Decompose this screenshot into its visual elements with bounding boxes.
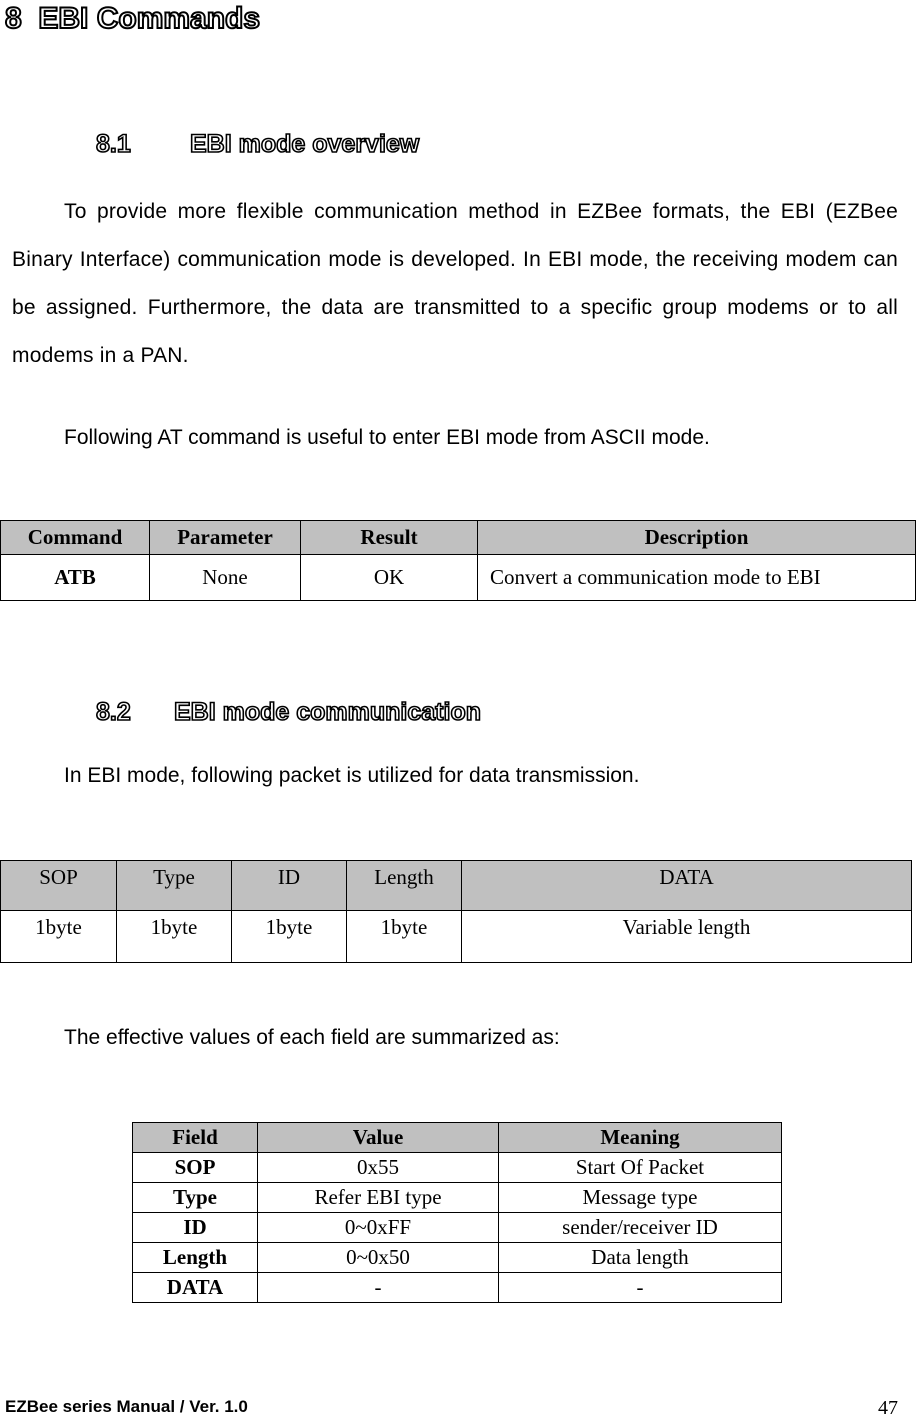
table-row [133,1183,782,1213]
header-command: Command [1,521,150,555]
header-field: Field [133,1123,258,1153]
table-header-row [1,521,916,555]
chapter-heading [5,2,260,36]
cell-value: - [258,1273,499,1303]
cell-field: SOP [133,1153,258,1183]
header-id: ID [232,861,347,911]
cell-command: ATB [1,555,150,601]
section-number: 8.2 [96,698,131,726]
cell-meaning: - [499,1273,782,1303]
cell-value: 0x55 [258,1153,499,1183]
header-sop: SOP [1,861,117,911]
command-table [0,520,916,601]
chapter-title: EBI Commands [38,2,261,35]
overview-text: To provide more flexible communication method in EZBee formats, the EBI (EZBee Binary Interface) communication mode is developed. In EBI mode, the receiving modem can be assigned. Furthermore, the data are transmitted to a specific group modems or to all modems in a PAN. [12,200,898,367]
field-table [132,1122,782,1303]
cell-result: OK [301,555,478,601]
cell-type-size: 1byte [117,911,232,963]
table-row [1,911,912,963]
cell-field: DATA [133,1273,258,1303]
section-title: EBI mode overview [190,130,420,158]
packet-table [0,860,912,963]
cell-value: Refer EBI type [258,1183,499,1213]
cell-field: Length [133,1243,258,1273]
table-row [133,1243,782,1273]
cell-field: ID [133,1213,258,1243]
table-row [133,1273,782,1303]
section-8-2-heading [96,698,481,727]
cell-meaning: Message type [499,1183,782,1213]
table-header-row [1,861,912,911]
cell-id-size: 1byte [232,911,347,963]
cell-data-size: Variable length [462,911,912,963]
cell-parameter: None [150,555,301,601]
chapter-number: 8 [5,2,22,35]
header-description: Description [478,521,916,555]
packet-intro: In EBI mode, following packet is utilized for data transmission. [64,764,640,787]
cell-length-size: 1byte [347,911,462,963]
table-row [1,555,916,601]
at-command-intro: Following AT command is useful to enter EBI mode from ASCII mode. [64,426,710,449]
cell-description: Convert a communication mode to EBI [478,555,916,601]
section-8-1-heading [96,130,419,159]
cell-sop-size: 1byte [1,911,117,963]
cell-meaning: Data length [499,1243,782,1273]
header-result: Result [301,521,478,555]
header-meaning: Meaning [499,1123,782,1153]
overview-paragraph [12,188,898,380]
section-title: EBI mode communication [174,698,481,726]
header-type: Type [117,861,232,911]
cell-meaning: Start Of Packet [499,1153,782,1183]
header-length: Length [347,861,462,911]
footer-manual-title: EZBee series Manual / Ver. 1.0 [5,1397,248,1416]
cell-value: 0~0xFF [258,1213,499,1243]
page-number: 47 [878,1397,898,1419]
header-value: Value [258,1123,499,1153]
section-number: 8.1 [96,130,131,158]
header-data: DATA [462,861,912,911]
table-row [133,1153,782,1183]
field-values-intro: The effective values of each field are summarized as: [64,1026,560,1049]
cell-meaning: sender/receiver ID [499,1213,782,1243]
header-parameter: Parameter [150,521,301,555]
cell-value: 0~0x50 [258,1243,499,1273]
cell-field: Type [133,1183,258,1213]
table-row [133,1213,782,1243]
table-header-row [133,1123,782,1153]
